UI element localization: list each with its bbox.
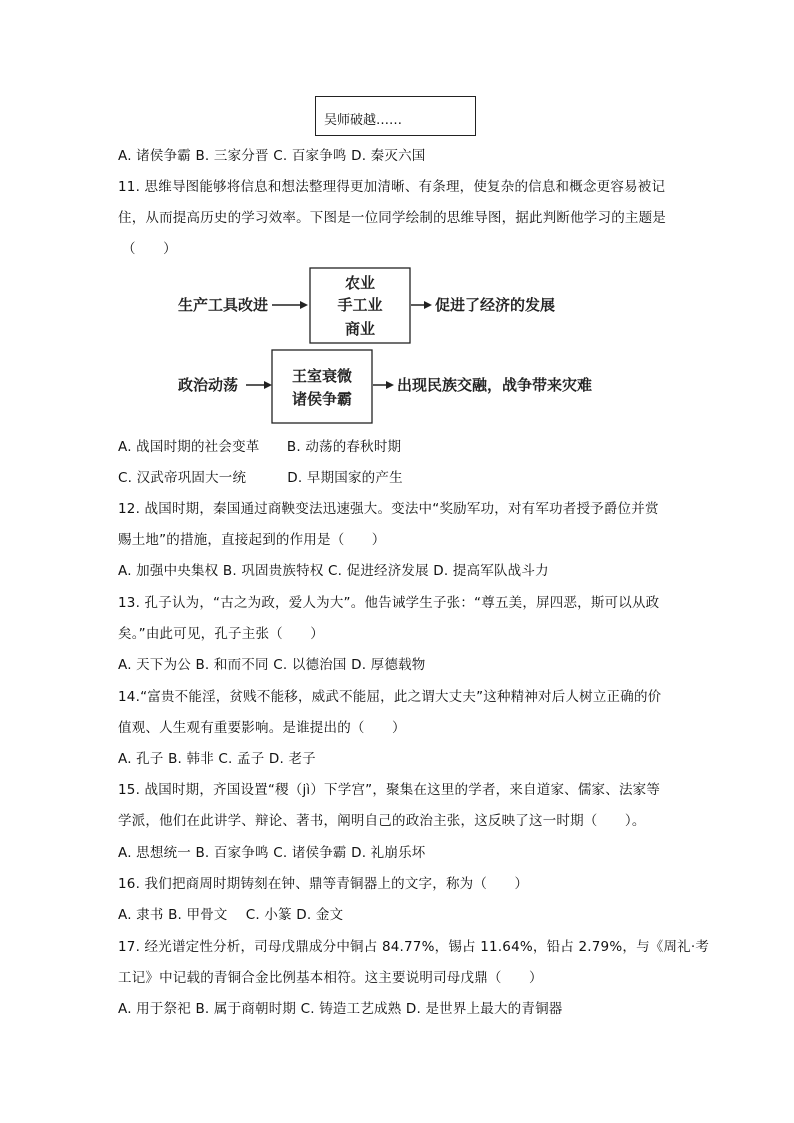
quote-text: 吴师破越…… xyxy=(324,113,403,128)
mm-arrow-head-3 xyxy=(264,381,272,389)
q11-options-line-1: A. 战国时期的社会变革 B. 动荡的春秋时期 xyxy=(118,439,402,455)
mm-row2-box-line-2: 诸侯争霸 xyxy=(291,390,353,408)
q16-options: A. 隶书 B. 甲骨文 C. 小篆 D. 金文 xyxy=(118,907,344,923)
mm-arrow-head-1 xyxy=(300,301,308,309)
mm-row2-box-line-1: 王室衰微 xyxy=(291,367,353,385)
q17-stem-line-2: 工记》中记载的青铜合金比例基本相符。这主要说明司母戊鼎（ ） xyxy=(118,970,543,986)
mm-row2-box xyxy=(272,350,372,423)
mm-row1-box-line-2: 手工业 xyxy=(337,296,383,314)
q17-stem-line-1: 17. 经光谱定性分析，司母戊鼎成分中铜占 84.77%，锡占 11.64%，铅占 2.79%，与《周礼·考 xyxy=(118,939,710,955)
q15-options: A. 思想统一 B. 百家争鸣 C. 诸侯争霸 D. 礼崩乐坏 xyxy=(118,845,426,861)
q11-stem-line-3: （ ） xyxy=(122,241,177,257)
mm-arrow-head-2 xyxy=(424,301,432,309)
q15-stem-line-1: 15. 战国时期，齐国设置“稷（jì）下学宫”，聚集在这里的学者，来自道家、儒家、法家等 xyxy=(118,782,661,798)
q12-options: A. 加强中央集权 B. 巩固贵族特权 C. 促进经济发展 D. 提高军队战斗力 xyxy=(118,563,549,579)
q14-stem-line-1: 14.“富贵不能淫，贫贱不能移，威武不能屈，此之谓大丈夫”这种精神对后人树立正确的价 xyxy=(118,689,662,705)
mm-row1-left: 生产工具改进 xyxy=(178,296,269,314)
mm-row1-box-line-1: 农业 xyxy=(344,274,376,292)
mm-arrow-head-4 xyxy=(386,381,394,389)
q13-stem-line-1: 13. 孔子认为，“古之为政，爱人为大”。他告诫学生子张：“尊五美，屏四恶，斯可以从政 xyxy=(118,595,660,611)
q17-options: A. 用于祭祀 B. 属于商朝时期 C. 铸造工艺成熟 D. 是世界上最大的青铜器 xyxy=(118,1001,563,1017)
q14-stem-line-2: 值观、人生观有重要影响。是谁提出的（ ） xyxy=(118,720,406,736)
q16-stem: 16. 我们把商周时期铸刻在钟、鼎等青铜器上的文字，称为（ ） xyxy=(118,876,529,892)
q13-options: A. 天下为公 B. 和而不同 C. 以德治国 D. 厚德载物 xyxy=(118,657,426,673)
q10-options: A. 诸侯争霸 B. 三家分晋 C. 百家争鸣 D. 秦灭六国 xyxy=(118,148,426,164)
mm-row2-left: 政治动荡 xyxy=(178,376,239,394)
q11-stem-line-2: 住，从而提高历史的学习效率。下图是一位同学绘制的思维导图，据此判断他学习的主题是 xyxy=(118,210,666,226)
mm-row2-right: 出现民族交融，战争带来灾难 xyxy=(397,376,593,394)
q11-options-line-2: C. 汉武帝巩固大一统 D. 早期国家的产生 xyxy=(118,470,403,486)
q14-options: A. 孔子 B. 韩非 C. 孟子 D. 老子 xyxy=(118,751,316,767)
q12-stem-line-2: 赐土地”的措施，直接起到的作用是（ ） xyxy=(118,532,386,548)
q15-stem-line-2: 学派，他们在此讲学、辩论、著书，阐明自己的政治主张，这反映了这一时期（ ）。 xyxy=(118,813,646,829)
mm-row1-right: 促进了经济的发展 xyxy=(435,296,556,314)
q13-stem-line-2: 矣。”由此可见，孔子主张（ ） xyxy=(118,626,324,642)
mm-row1-box-line-3: 商业 xyxy=(344,320,376,338)
q11-stem-line-1: 11. 思维导图能够将信息和想法整理得更加清晰、有条理，使复杂的信息和概念更容易被记 xyxy=(118,179,666,195)
q12-stem-line-1: 12. 战国时期，秦国通过商鞅变法迅速强大。变法中“奖励军功，对有军功者授予爵位并赏 xyxy=(118,501,659,517)
